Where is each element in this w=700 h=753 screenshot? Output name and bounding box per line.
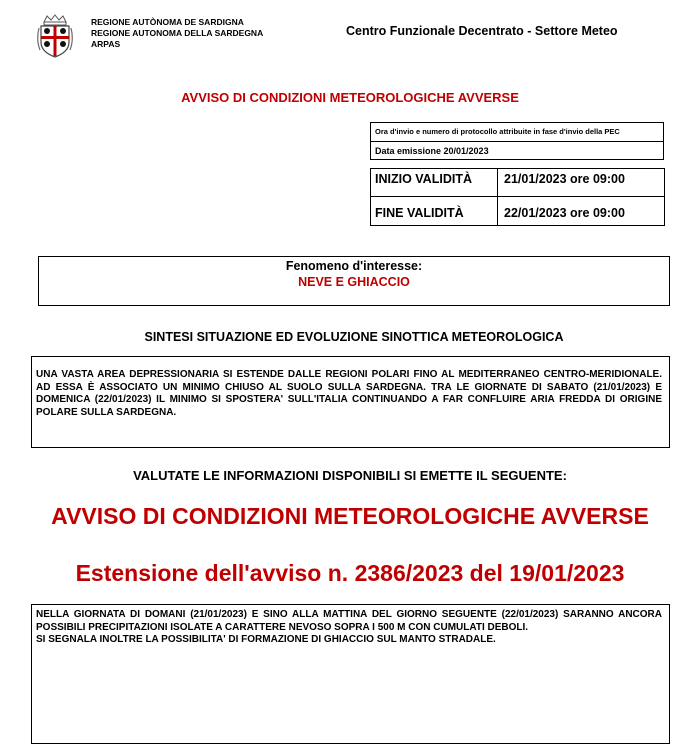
- previsione-paragraph-2: SI SEGNALA INOLTRE LA POSSIBILITA' DI FORMAZIONE DI GHIACCIO SUL MANTO STRADALE.: [36, 634, 496, 645]
- fine-validita-value: 22/01/2023 ore 09:00: [504, 206, 625, 220]
- avviso-heading: AVVISO DI CONDIZIONI METEOROLOGICHE AVVERSE: [51, 503, 649, 529]
- fenomeno-value: NEVE E GHIACCIO: [298, 275, 410, 289]
- inizio-validita-value: 21/01/2023 ore 09:00: [504, 172, 625, 186]
- valutate-statement: VALUTATE LE INFORMAZIONI DISPONIBILI SI EMETTE IL SEGUENTE:: [133, 468, 567, 483]
- fenomeno-label: Fenomeno d'interesse:: [285, 259, 423, 273]
- protocol-note: Ora d'invio e numero di protocollo attribuite in fase d'invio della PEC: [375, 127, 620, 136]
- validity-row-divider: [370, 196, 664, 197]
- sintesi-title: SINTESI SITUAZIONE ED EVOLUZIONE SINOTTICA METEOROLOGICA: [144, 330, 564, 344]
- previsione-text: [36, 609, 662, 647]
- org-name-sardinian: REGIONE AUTÒNOMA DE SARDIGNA: [91, 17, 244, 27]
- previsione-paragraph-1: NELLA GIORNATA DI DOMANI (21/01/2023) E SINO ALLA MATTINA DEL GIORNO SEGUENTE (22/01/2023) SARANNO ANCORA POSSIBILI PRECIPITAZIONI ISOLATE A CARATTERE NEVOSO SOPRA I 500 M CON CUMULATI DEBOLI.: [36, 609, 662, 633]
- centro-funzionale-title: Centro Funzionale Decentrato - Settore Meteo: [346, 24, 618, 38]
- document-title: AVVISO DI CONDIZIONI METEOROLOGICHE AVVERSE: [181, 90, 519, 105]
- org-name-italian: REGIONE AUTONOMA DELLA SARDEGNA: [91, 28, 264, 38]
- sardinia-coat-of-arms-icon: [36, 14, 74, 58]
- validity-column-divider: [497, 168, 498, 225]
- inizio-validita-label: INIZIO VALIDITÀ: [375, 172, 472, 186]
- sintesi-text: UNA VASTA AREA DEPRESSIONARIA SI ESTENDE DALLE REGIONI POLARI FINO AL MEDITERRANEO CENTRO-MERIDIONALE. AD ESSA È ASSOCIATO UN MINIMO CHIUSO AL SUOLO SULLA SARDEGNA. TRA LE GIORNATE DI SABATO (21/01/2023) E DOMENICA (22/01/2023) IL MINIMO SI SPOSTERA' SULL'ITALIA CONTINUANDO A FAR CONFLUIRE ARIA FREDDA DI ORIGINE POLARE SULLA SARDEGNA.: [36, 369, 662, 418]
- fine-validita-label: FINE VALIDITÀ: [375, 206, 464, 220]
- protocol-divider: [370, 141, 663, 142]
- org-name-arpas: ARPAS: [91, 39, 121, 49]
- estensione-heading: Estensione dell'avviso n. 2386/2023 del 19/01/2023: [75, 560, 625, 586]
- data-emissione: Data emissione 20/01/2023: [375, 146, 489, 156]
